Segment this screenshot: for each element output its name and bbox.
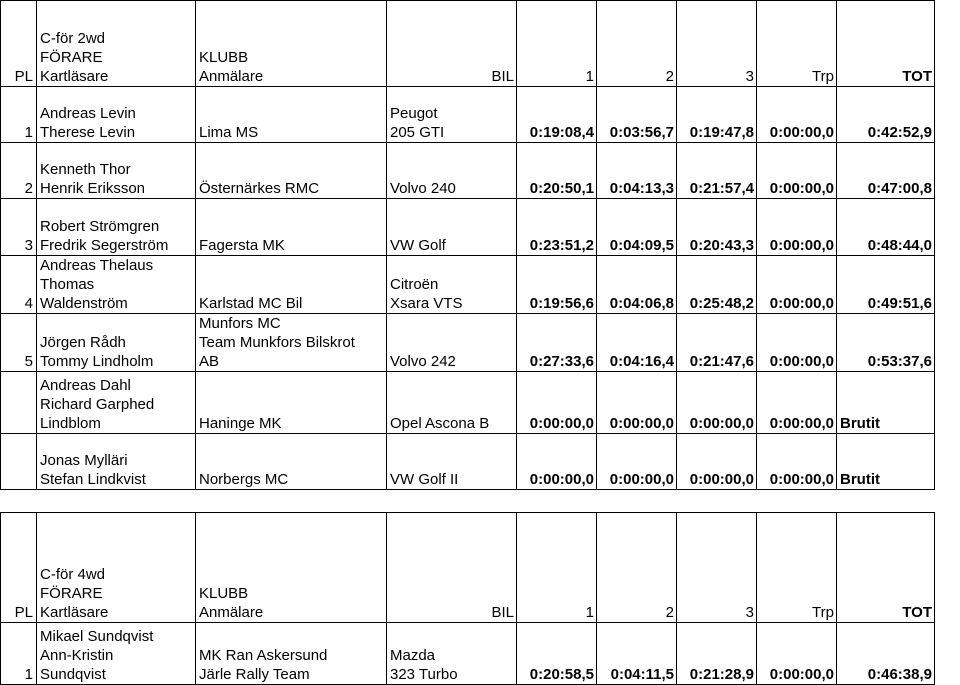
total-time xyxy=(837,256,935,314)
col-header-pl xyxy=(1,513,37,623)
total-time-line: 0:53:37,6 xyxy=(867,353,932,370)
col-header-club xyxy=(196,1,387,87)
club-cell-line: Norbergs MC xyxy=(199,471,289,488)
car-cell xyxy=(387,87,517,143)
stage1-time-line: 0:19:08,4 xyxy=(529,124,594,141)
club-cell xyxy=(196,87,387,143)
car-cell-line: Opel Ascona B xyxy=(390,415,490,432)
stage1-time-line: 0:19:56,6 xyxy=(529,295,594,312)
placing-cell-line: 2 xyxy=(24,180,33,197)
stage2-time-line: 0:04:09,5 xyxy=(609,237,674,254)
stage2-time-line: 0:00:00,0 xyxy=(609,415,674,432)
club-cell-line: Lima MS xyxy=(199,124,259,141)
driver-cell-line: Fredrik Segerström xyxy=(40,237,169,254)
driver-cell-line: Kenneth Thor xyxy=(40,161,131,178)
stage2-time xyxy=(597,372,677,434)
total-time xyxy=(837,314,935,372)
col-header-stage3-line: 3 xyxy=(745,68,754,85)
driver-cell-line: Lindblom xyxy=(40,415,101,432)
col-header-club-line: Anmälare xyxy=(199,68,264,85)
trp-time-line: 0:00:00,0 xyxy=(769,124,834,141)
col-header-stage3 xyxy=(677,513,757,623)
total-time-line: 0:47:00,8 xyxy=(867,180,932,197)
club-cell xyxy=(196,314,387,372)
total-time-line: 0:46:38,9 xyxy=(867,666,932,683)
driver-cell-line: Waldenström xyxy=(40,295,128,312)
trp-time xyxy=(757,314,837,372)
col-header-driver-line: FÖRARE xyxy=(40,49,103,66)
total-time xyxy=(837,372,935,434)
stage2-time xyxy=(597,314,677,372)
gap-cell xyxy=(837,490,935,513)
stage1-time xyxy=(517,87,597,143)
driver-cell xyxy=(37,314,196,372)
driver-cell-line: Sundqvist xyxy=(40,666,106,683)
total-time-line: 0:49:51,6 xyxy=(867,295,932,312)
table-row xyxy=(1,256,935,314)
total-time xyxy=(837,434,935,490)
car-cell-line: Mazda xyxy=(390,647,436,664)
trp-time-line: 0:00:00,0 xyxy=(769,471,834,488)
col-header-trp xyxy=(757,513,837,623)
stage3-time xyxy=(677,143,757,199)
placing-cell-line: 5 xyxy=(24,353,33,370)
col-header-stage3-line: 3 xyxy=(745,604,754,621)
car-cell xyxy=(387,434,517,490)
table-row xyxy=(1,199,935,256)
total-time-line: Brutit xyxy=(840,415,880,432)
car-cell xyxy=(387,372,517,434)
driver-cell xyxy=(37,434,196,490)
gap-cell xyxy=(757,490,837,513)
driver-cell xyxy=(37,256,196,314)
stage2-time-line: 0:04:11,5 xyxy=(610,666,674,683)
stage2-time-line: 0:04:16,4 xyxy=(609,353,674,370)
trp-time-line: 0:00:00,0 xyxy=(769,353,834,370)
placing-cell-line: 3 xyxy=(24,237,33,254)
stage2-time xyxy=(597,434,677,490)
placing-cell xyxy=(1,372,37,434)
col-header-car xyxy=(387,513,517,623)
stage1-time xyxy=(517,199,597,256)
placing-cell-line: 4 xyxy=(24,295,33,312)
stage1-time-line: 0:23:51,2 xyxy=(529,237,594,254)
col-header-stage1 xyxy=(517,513,597,623)
driver-cell xyxy=(37,623,196,685)
club-cell xyxy=(196,199,387,256)
placing-cell-line: 1 xyxy=(24,124,33,141)
table-row xyxy=(1,87,935,143)
club-cell xyxy=(196,434,387,490)
col-header-stage2 xyxy=(597,1,677,87)
total-time xyxy=(837,87,935,143)
car-cell xyxy=(387,143,517,199)
col-header-tot-line: TOT xyxy=(902,68,932,85)
stage3-time xyxy=(677,256,757,314)
col-header-trp-line: Trp xyxy=(812,604,834,621)
col-header-stage1-line: 1 xyxy=(585,68,594,85)
trp-time xyxy=(757,434,837,490)
stage3-time xyxy=(677,623,757,685)
club-cell-line: AB xyxy=(199,353,220,370)
club-cell-line: Team Munkfors Bilskrot xyxy=(199,334,355,351)
col-header-stage2-line: 2 xyxy=(665,68,674,85)
gap-cell xyxy=(387,490,517,513)
placing-cell xyxy=(1,314,37,372)
trp-time-line: 0:00:00,0 xyxy=(769,666,834,683)
col-header-club-line: Anmälare xyxy=(199,604,264,621)
car-cell-line: Volvo 240 xyxy=(390,180,456,197)
driver-cell xyxy=(37,143,196,199)
stage2-time-line: 0:00:00,0 xyxy=(609,471,674,488)
driver-cell-line: Jonas Mylläri xyxy=(40,452,128,469)
trp-time-line: 0:00:00,0 xyxy=(769,180,834,197)
col-header-car xyxy=(387,1,517,87)
car-cell-line: Xsara VTS xyxy=(390,295,463,312)
gap-cell xyxy=(1,490,37,513)
stage1-time-line: 0:20:58,5 xyxy=(529,666,594,683)
gap-cell xyxy=(517,490,597,513)
col-header-stage2-line: 2 xyxy=(665,604,674,621)
placing-cell xyxy=(1,434,37,490)
stage2-time xyxy=(597,623,677,685)
stage1-time xyxy=(517,256,597,314)
stage3-time-line: 0:25:48,2 xyxy=(689,295,754,312)
stage3-time-line: 0:00:00,0 xyxy=(689,471,754,488)
car-cell xyxy=(387,199,517,256)
club-cell-line: Haninge MK xyxy=(199,415,282,432)
driver-cell-line: Henrik Eriksson xyxy=(40,180,146,197)
club-cell-line: Munfors MC xyxy=(199,315,281,332)
stage1-time-line: 0:00:00,0 xyxy=(529,471,594,488)
driver-cell xyxy=(37,199,196,256)
driver-cell-line: Robert Strömgren xyxy=(40,218,160,235)
total-time-line: 0:48:44,0 xyxy=(867,237,932,254)
car-cell-line: VW Golf II xyxy=(390,471,459,488)
stage3-time-line: 0:00:00,0 xyxy=(689,415,754,432)
section-header-row xyxy=(1,513,935,623)
stage3-time-line: 0:21:28,9 xyxy=(689,666,754,683)
driver-cell-line: Ann-Kristin xyxy=(40,647,114,664)
driver-cell-line: Andreas Dahl xyxy=(40,377,131,394)
table-row xyxy=(1,623,935,685)
driver-cell-line: Jörgen Rådh xyxy=(40,334,126,351)
stage1-time xyxy=(517,372,597,434)
stage1-time-line: 0:20:50,1 xyxy=(529,180,594,197)
club-cell xyxy=(196,623,387,685)
driver-cell xyxy=(37,87,196,143)
club-cell xyxy=(196,256,387,314)
stage3-time xyxy=(677,372,757,434)
gap-cell xyxy=(37,490,196,513)
stage1-time xyxy=(517,143,597,199)
col-header-driver xyxy=(37,1,196,87)
col-header-club-line: KLUBB xyxy=(199,585,249,602)
col-header-trp-line: Trp xyxy=(812,68,834,85)
table-row xyxy=(1,372,935,434)
gap-cell xyxy=(677,490,757,513)
driver-cell xyxy=(37,372,196,434)
total-time xyxy=(837,623,935,685)
col-header-driver-line: FÖRARE xyxy=(40,585,103,602)
stage3-time-line: 0:21:47,6 xyxy=(689,353,754,370)
section-gap xyxy=(1,490,935,513)
table-row xyxy=(1,434,935,490)
driver-cell-line: Andreas Levin xyxy=(40,105,136,122)
total-time xyxy=(837,143,935,199)
trp-time-line: 0:00:00,0 xyxy=(769,415,834,432)
trp-time xyxy=(757,372,837,434)
total-time-line: 0:42:52,9 xyxy=(867,124,932,141)
club-cell-line: Fagersta MK xyxy=(199,237,285,254)
col-header-pl-line: PL xyxy=(14,604,33,621)
stage3-time xyxy=(677,199,757,256)
trp-time xyxy=(757,87,837,143)
placing-cell xyxy=(1,623,37,685)
table-row xyxy=(1,143,935,199)
trp-time-line: 0:00:00,0 xyxy=(769,295,834,312)
trp-time xyxy=(757,256,837,314)
col-header-trp xyxy=(757,1,837,87)
placing-cell-line: 1 xyxy=(24,666,33,683)
car-cell-line: 323 Turbo xyxy=(390,666,458,683)
placing-cell xyxy=(1,256,37,314)
stage3-time xyxy=(677,314,757,372)
placing-cell xyxy=(1,87,37,143)
gap-cell xyxy=(196,490,387,513)
car-cell-line: 205 GTI xyxy=(390,124,445,141)
driver-cell-line: Andreas Thelaus xyxy=(40,257,154,274)
total-time-line: Brutit xyxy=(840,471,880,488)
stage1-time xyxy=(517,623,597,685)
gap-cell xyxy=(597,490,677,513)
car-cell-line: Citroën xyxy=(390,276,439,293)
trp-time-line: 0:00:00,0 xyxy=(769,237,834,254)
stage2-time xyxy=(597,87,677,143)
col-header-driver-line: C-för 4wd xyxy=(40,566,106,583)
car-cell-line: VW Golf xyxy=(390,237,446,254)
stage3-time xyxy=(677,87,757,143)
driver-cell-line: Stefan Lindkvist xyxy=(40,471,146,488)
col-header-club-line: KLUBB xyxy=(199,49,249,66)
col-header-pl xyxy=(1,1,37,87)
stage3-time-line: 0:20:43,3 xyxy=(689,237,754,254)
stage2-time xyxy=(597,256,677,314)
driver-cell-line: Thomas xyxy=(40,276,95,293)
col-header-club xyxy=(196,513,387,623)
stage2-time xyxy=(597,143,677,199)
col-header-tot-line: TOT xyxy=(902,604,932,621)
trp-time xyxy=(757,623,837,685)
stage2-time-line: 0:04:06,8 xyxy=(609,295,674,312)
table-row xyxy=(1,314,935,372)
driver-cell-line: Richard Garphed xyxy=(40,396,155,413)
car-cell xyxy=(387,623,517,685)
total-time xyxy=(837,199,935,256)
col-header-driver-line: C-för 2wd xyxy=(40,30,106,47)
club-cell-line: Östernärkes RMC xyxy=(199,180,320,197)
car-cell xyxy=(387,256,517,314)
col-header-pl-line: PL xyxy=(14,68,33,85)
driver-cell-line: Tommy Lindholm xyxy=(40,353,154,370)
col-header-driver xyxy=(37,513,196,623)
club-cell-line: Karlstad MC Bil xyxy=(199,295,303,312)
car-cell-line: Peugot xyxy=(390,105,438,122)
placing-cell xyxy=(1,143,37,199)
driver-cell-line: Mikael Sundqvist xyxy=(40,628,154,645)
trp-time xyxy=(757,199,837,256)
stage1-time-line: 0:27:33,6 xyxy=(529,353,594,370)
col-header-car-line: BIL xyxy=(491,68,514,85)
stage2-time xyxy=(597,199,677,256)
stage3-time xyxy=(677,434,757,490)
stage2-time-line: 0:03:56,7 xyxy=(609,124,674,141)
col-header-car-line: BIL xyxy=(491,604,514,621)
stage1-time xyxy=(517,314,597,372)
car-cell xyxy=(387,314,517,372)
trp-time xyxy=(757,143,837,199)
club-cell xyxy=(196,143,387,199)
driver-cell-line: Therese Levin xyxy=(40,124,136,141)
stage1-time-line: 0:00:00,0 xyxy=(529,415,594,432)
placing-cell xyxy=(1,199,37,256)
col-header-tot xyxy=(837,513,935,623)
club-cell-line: Järle Rally Team xyxy=(199,666,310,683)
car-cell-line: Volvo 242 xyxy=(390,353,456,370)
col-header-stage1 xyxy=(517,1,597,87)
section-header-row xyxy=(1,1,935,87)
club-cell-line: MK Ran Askersund xyxy=(199,647,328,664)
col-header-tot xyxy=(837,1,935,87)
stage1-time xyxy=(517,434,597,490)
stage3-time-line: 0:19:47,8 xyxy=(689,124,754,141)
col-header-stage3 xyxy=(677,1,757,87)
col-header-stage1-line: 1 xyxy=(585,604,594,621)
stage2-time-line: 0:04:13,3 xyxy=(609,180,674,197)
col-header-stage2 xyxy=(597,513,677,623)
stage3-time-line: 0:21:57,4 xyxy=(689,180,754,197)
col-header-driver-line: Kartläsare xyxy=(40,604,109,621)
club-cell xyxy=(196,372,387,434)
col-header-driver-line: Kartläsare xyxy=(40,68,109,85)
